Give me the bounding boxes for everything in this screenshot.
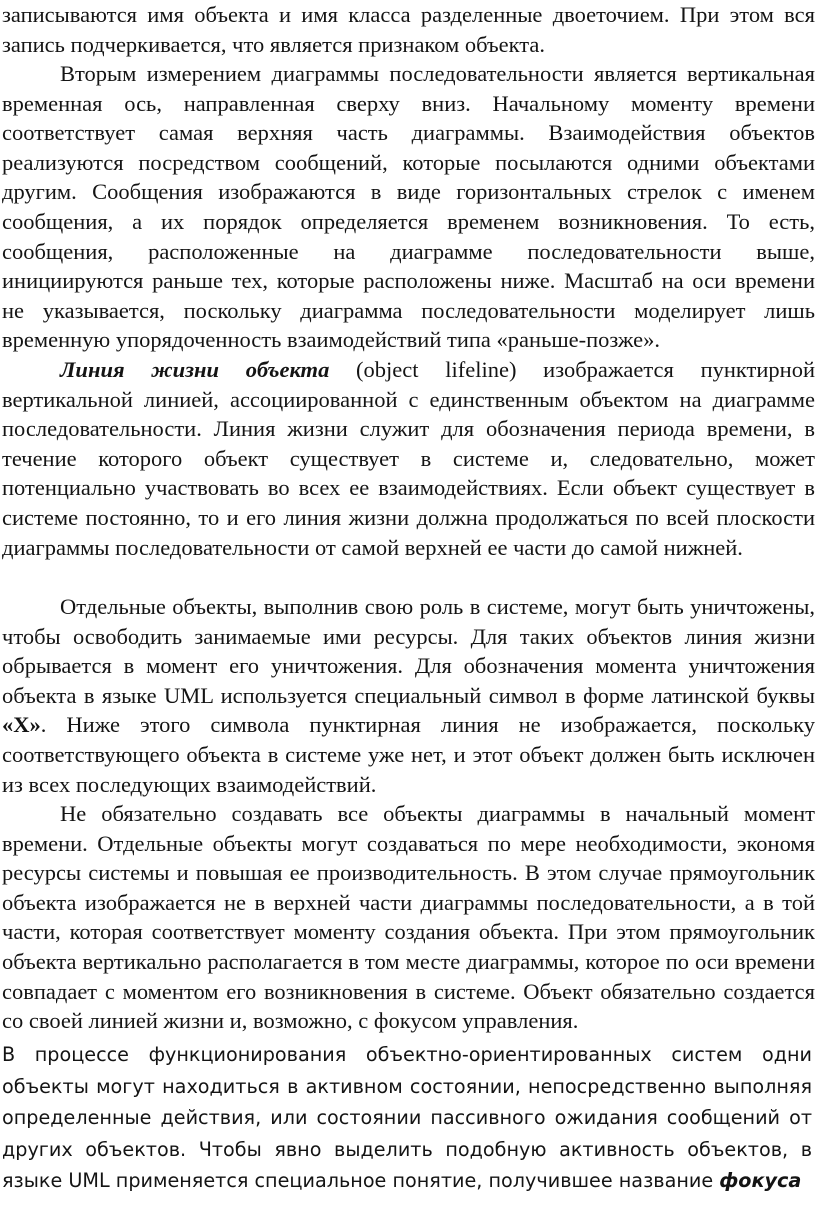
paragraph-text-rest: (object lifeline) изображается пунктирной вертикальной линией, ассоциированной с единственным объектом на диаграмме последовательности. Линия жизни служит для обозначения периода времени, в течение которого объект существует в системе и, следовательно, может потенциально участвовать во всех ее взаимодействиях. Если объект существует в системе постоянно, то и его линия жизни должна продолжаться по всей плоскости диаграммы последовательности от самой верхней ее части до самой нижней.	[2, 357, 815, 560]
destruction-symbol: «Х»	[2, 712, 41, 738]
paragraph-text	[2, 592, 815, 799]
paragraph-object-destruction	[2, 592, 815, 799]
paragraph-text	[2, 1039, 812, 1197]
paragraph-text-after: . Ниже этого символа пунктирная линия не изображается, поскольку соответствующего объекта в системе уже нет, и этот объект должен быть исключен из всех последующих взаимодействий.	[2, 712, 815, 797]
term-focus: фокуса	[719, 1169, 802, 1193]
paragraph-text	[2, 355, 815, 562]
paragraph-text: записываются имя объекта и имя класса разделенные двоеточием. При этом вся запись подчеркивается, что является признаком объекта.	[2, 2, 815, 57]
paragraph-text: Не обязательно создавать все объекты диаграммы в начальный момент времени. Отдельные объекты могут создаваться по мере необходимости, экономя ресурсы системы и повышая ее производительность. В этом случае прямоугольник объекта изображается не в верхней части диаграммы последовательности, а в той части, которая соответствует моменту создания объекта. При этом прямоугольник объекта вертикально располагается в том месте диаграммы, которое по оси времени совпадает с моментом его возникновения в системе. Объект обязательно создается со своей линией жизни и, возможно, с фокусом управления.	[2, 801, 815, 1034]
term-object-lifeline: Линия жизни объекта	[60, 357, 330, 382]
paragraph-time-axis	[2, 59, 815, 355]
paragraph-text-before: Отдельные объекты, выполнив свою роль в системе, могут быть уничтожены, чтобы освободить занимаемые ими ресурсы. Для таких объектов линия жизни обрывается в момент его уничтожения. Для обозначения момента уничтожения объекта в языке UML используется специальный символ в форме латинской буквы	[2, 594, 815, 708]
paragraph-focus-of-control	[2, 1039, 812, 1197]
paragraph-object-naming-continuation	[2, 0, 815, 59]
paragraph-object-lifeline	[2, 355, 815, 562]
paragraph-object-creation	[2, 799, 815, 1036]
paragraph-text-main: В процессе функционирования объектно-ориентированных систем одни объекты могут находиться в активном состоянии, непосредственно выполняя определенные действия, или состоянии пассивного ожидания сообщений от других объектов. Чтобы явно выделить подобную активность объектов, в языке UML применяется специальное понятие, получившее название	[2, 1043, 812, 1193]
paragraph-text: Вторым измерением диаграммы последовательности является вертикальная временная ось, направленная сверху вниз. Начальному моменту времени соответствует самая верхняя часть диаграммы. Взаимодействия объектов реализуются посредством сообщений, которые посылаются одними объектами другим. Сообщения изображаются в виде горизонтальных стрелок с именем сообщения, а их порядок определяется временем возникновения. То есть, сообщения, расположенные на диаграмме последовательности выше, инициируются раньше тех, которые расположены ниже. Масштаб на оси времени не указывается, поскольку диаграмма последовательности моделирует лишь временную упорядоченность взаимодействий типа «раньше-позже».	[2, 61, 815, 353]
